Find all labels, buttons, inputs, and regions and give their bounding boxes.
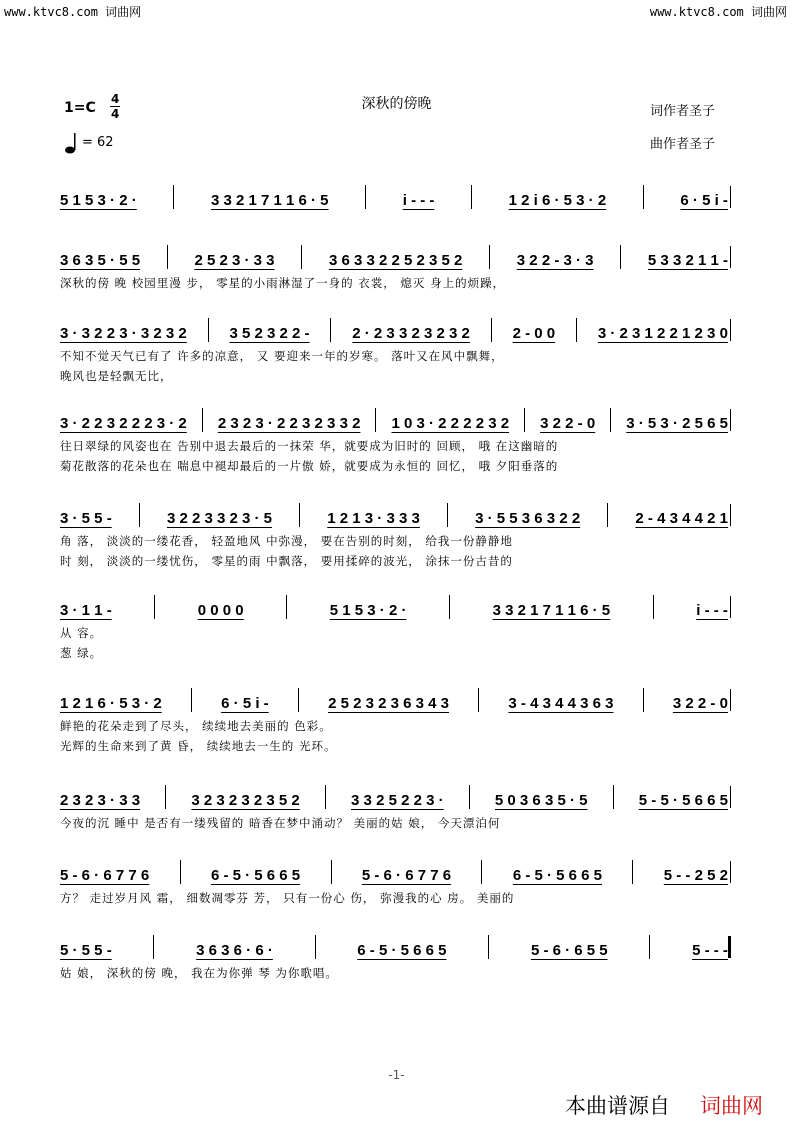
lyric-line: 方？ 走过岁月风 霜， 细数凋零芬 芳， 只有一份心 伤， 弥漫我的心 房。 美丽的 — [60, 891, 515, 905]
end-bar-line — [730, 409, 731, 431]
notation-row — [60, 595, 728, 619]
watermark-left: www.ktvc8.com 词曲网 — [4, 5, 142, 19]
bar-line — [167, 245, 168, 269]
measure: 5 - 6 · 6 7 7 6 — [361, 867, 452, 884]
bar-line — [173, 185, 174, 209]
measure: 3 6 3 3 2 2 5 2 3 5 2 — [328, 252, 463, 269]
key-signature: 1=C — [64, 100, 96, 116]
measure: 1 2 1 6 · 5 3 · 2 — [60, 695, 162, 712]
bar-line — [191, 688, 192, 712]
bar-line — [315, 935, 316, 959]
measure: 3 6 3 5 · 5 5 — [60, 252, 141, 269]
measure: 6 - 5 · 5 6 6 5 — [210, 867, 301, 884]
bar-line — [610, 408, 611, 432]
measure: 5 - - - — [692, 942, 728, 959]
watermark-right: www.ktvc8.com 词曲网 — [649, 5, 787, 19]
bar-line — [653, 595, 654, 619]
measure: 3 5 2 3 2 2 - — [229, 325, 310, 342]
measure: 3 - 4 3 4 4 3 6 3 — [508, 695, 614, 712]
measure: 2 5 2 3 · 3 3 — [194, 252, 275, 269]
measure: 3 · 1 1 - — [60, 602, 112, 619]
lyric-line: 今夜的沉 睡中 是否有一缕残留的 暗香在梦中涌动？ 美丽的姑 娘， 今天漂泊何 — [60, 816, 501, 830]
measure: 5 · 5 5 - — [60, 942, 112, 959]
measure: 6 - 5 · 5 6 6 5 — [512, 867, 603, 884]
bar-line — [613, 785, 614, 809]
source-brand: 词曲网 — [700, 1094, 763, 1118]
bar-line — [643, 688, 644, 712]
measure: 2 3 2 3 · 3 3 — [60, 792, 141, 809]
measure: 3 2 2 3 3 2 3 · 5 — [166, 510, 273, 527]
bar-line — [478, 688, 479, 712]
bar-line — [489, 245, 490, 269]
end-bar-line — [730, 504, 731, 526]
measure: i - - - — [402, 192, 435, 209]
lyric-line: 菊花散落的花朵也在 喘息中褪却最后的一片傲 娇，就要成为永恒的 回忆， 哦 夕阳垂落的 — [60, 459, 559, 473]
lyric-line: 往日翠绿的风姿也在 告别中退去最后的一抹荣 华，就要成为旧时的 回顾， 哦 在这幽暗的 — [60, 439, 559, 453]
bar-line — [299, 503, 300, 527]
lyric-line: 不知不觉天气已有了 许多的凉意， 又 要迎来一年的岁寒。 落叶又在风中飘舞， — [60, 349, 504, 363]
bar-line — [471, 185, 472, 209]
measure: 3 3 2 5 2 2 3 · — [351, 792, 444, 809]
bar-line — [154, 595, 155, 619]
measure: 5 - 5 · 5 6 6 5 — [638, 792, 728, 809]
source-label: 本曲谱源自 — [565, 1094, 670, 1118]
bar-line — [488, 935, 489, 959]
bar-line — [165, 785, 166, 809]
bar-line — [202, 408, 203, 432]
bar-line — [643, 185, 644, 209]
measure: 3 3 2 1 7 1 1 6 · 5 — [492, 602, 611, 619]
measure: 6 · 5 i - — [221, 695, 269, 712]
lyric-line: 角 落， 淡淡的一缕花香， 轻盈地风 中弥漫， 要在告别的时刻， 给我一份静静地 — [60, 534, 513, 548]
measure: 6 - 5 · 5 6 6 5 — [357, 942, 447, 959]
end-bar-line — [730, 786, 731, 808]
lyric-line: 晚风也是轻飘无比， — [60, 369, 173, 383]
measure: 3 · 2 2 3 2 2 2 3 · 2 — [60, 415, 187, 432]
quarter-note-icon — [64, 131, 84, 155]
measure: 1 2 i 6 · 5 3 · 2 — [508, 192, 607, 209]
measure: 6 · 5 i - — [680, 192, 728, 209]
lyric-line: 葱 绿。 — [60, 646, 103, 660]
measure: i - - - — [696, 602, 728, 619]
measure: 5 - - 2 5 2 — [663, 867, 728, 884]
lyric-line: 深秋的傍 晚 校园里漫 步， 零星的小雨淋湿了一身的 衣裳， 熄灭 身上的烦躁， — [60, 276, 506, 290]
page-number: -1- — [388, 1068, 405, 1082]
bar-line — [365, 185, 366, 209]
song-title: 深秋的傍晚 — [361, 96, 432, 112]
lyric-line: 姑 娘， 深秋的傍 晚， 我在为你弹 琴 为你歌唱。 — [60, 966, 338, 980]
bar-line — [449, 595, 450, 619]
bar-line — [331, 860, 332, 884]
measure: 3 2 2 - 0 — [672, 695, 728, 712]
measure: 3 · 5 5 - — [60, 510, 112, 527]
bar-line — [607, 503, 608, 527]
time-signature-bottom: 4 — [111, 107, 120, 121]
measure: 3 3 2 1 7 1 1 6 · 5 — [210, 192, 329, 209]
bar-line — [491, 318, 492, 342]
bar-line — [330, 318, 331, 342]
measure: 5 - 6 · 6 7 7 6 — [60, 867, 150, 884]
end-bar-line — [728, 936, 731, 958]
lyric-line: 时 刻， 淡淡的一缕忧伤， 零星的雨 中飘落， 要用揉碎的波光， 涂抹一份古昔的 — [60, 554, 513, 568]
measure: 5 1 5 3 · 2 · — [329, 602, 407, 619]
bar-line — [632, 860, 633, 884]
bar-line — [447, 503, 448, 527]
measure: 2 3 2 3 · 2 2 3 2 3 3 2 — [217, 415, 361, 432]
time-signature — [110, 92, 120, 121]
lyric-line: 光辉的生命来到了黄 昏， 续续地去一生的 光环。 — [60, 739, 337, 753]
measure: 3 2 2 - 0 — [540, 415, 596, 432]
measure: 0 0 0 0 — [197, 602, 244, 619]
measure: 3 · 3 2 2 3 · 3 2 3 2 — [60, 325, 187, 342]
end-bar-line — [730, 689, 731, 711]
notation-row — [60, 408, 728, 432]
measure: 2 · 2 3 3 2 3 2 3 2 — [352, 325, 470, 342]
end-bar-line — [730, 596, 731, 618]
notation-row — [60, 245, 728, 269]
measure: 5 - 6 · 6 5 5 — [530, 942, 608, 959]
end-bar-line — [730, 246, 731, 268]
bar-line — [375, 408, 376, 432]
notation-row — [60, 785, 728, 809]
bar-line — [325, 785, 326, 809]
notation-row — [60, 688, 728, 712]
notation-row — [60, 185, 728, 209]
tempo-mark: = 62 — [82, 135, 114, 150]
measure: 3 · 2 3 1 2 2 1 2 3 0 — [597, 325, 728, 342]
bar-line — [524, 408, 525, 432]
measure: 3 · 5 3 · 2 5 6 5 — [626, 415, 728, 432]
lyricist: 词作者圣子 — [650, 104, 716, 119]
end-bar-line — [730, 861, 731, 883]
composer: 曲作者圣子 — [650, 137, 716, 152]
bar-line — [180, 860, 181, 884]
bar-line — [139, 503, 140, 527]
measure: 3 6 3 6 · 6 · — [196, 942, 273, 959]
bar-line — [620, 245, 621, 269]
end-bar-line — [730, 319, 731, 341]
notation-row — [60, 503, 728, 527]
lyric-line: 从 容。 — [60, 626, 103, 640]
time-signature-top: 4 — [111, 92, 120, 106]
measure: 3 · 5 5 3 6 3 2 2 — [475, 510, 581, 527]
measure: 5 1 5 3 · 2 · — [60, 192, 137, 209]
measure: 3 2 3 2 3 2 3 5 2 — [191, 792, 300, 809]
measure: 2 5 2 3 2 3 6 3 4 3 — [328, 695, 449, 712]
measure: 5 0 3 6 3 5 · 5 — [494, 792, 588, 809]
measure: 5 3 3 2 1 1 - — [647, 252, 728, 269]
measure: 2 - 4 3 4 4 2 1 — [635, 510, 728, 527]
bar-line — [576, 318, 577, 342]
bar-line — [649, 935, 650, 959]
bar-line — [481, 860, 482, 884]
bar-line — [298, 688, 299, 712]
lyric-line: 鲜艳的花朵走到了尽头， 续续地去美丽的 色彩。 — [60, 719, 332, 733]
notation-row — [60, 935, 728, 959]
measure: 3 2 2 - 3 · 3 — [516, 252, 594, 269]
measure: 1 2 1 3 · 3 3 3 — [327, 510, 420, 527]
bar-line — [301, 245, 302, 269]
bar-line — [153, 935, 154, 959]
end-bar-line — [730, 186, 731, 208]
notation-row — [60, 860, 728, 884]
measure: 1 0 3 · 2 2 2 2 3 2 — [391, 415, 510, 432]
bar-line — [208, 318, 209, 342]
bar-line — [469, 785, 470, 809]
notation-row — [60, 318, 728, 342]
measure: 2 - 0 0 — [512, 325, 556, 342]
bar-line — [286, 595, 287, 619]
